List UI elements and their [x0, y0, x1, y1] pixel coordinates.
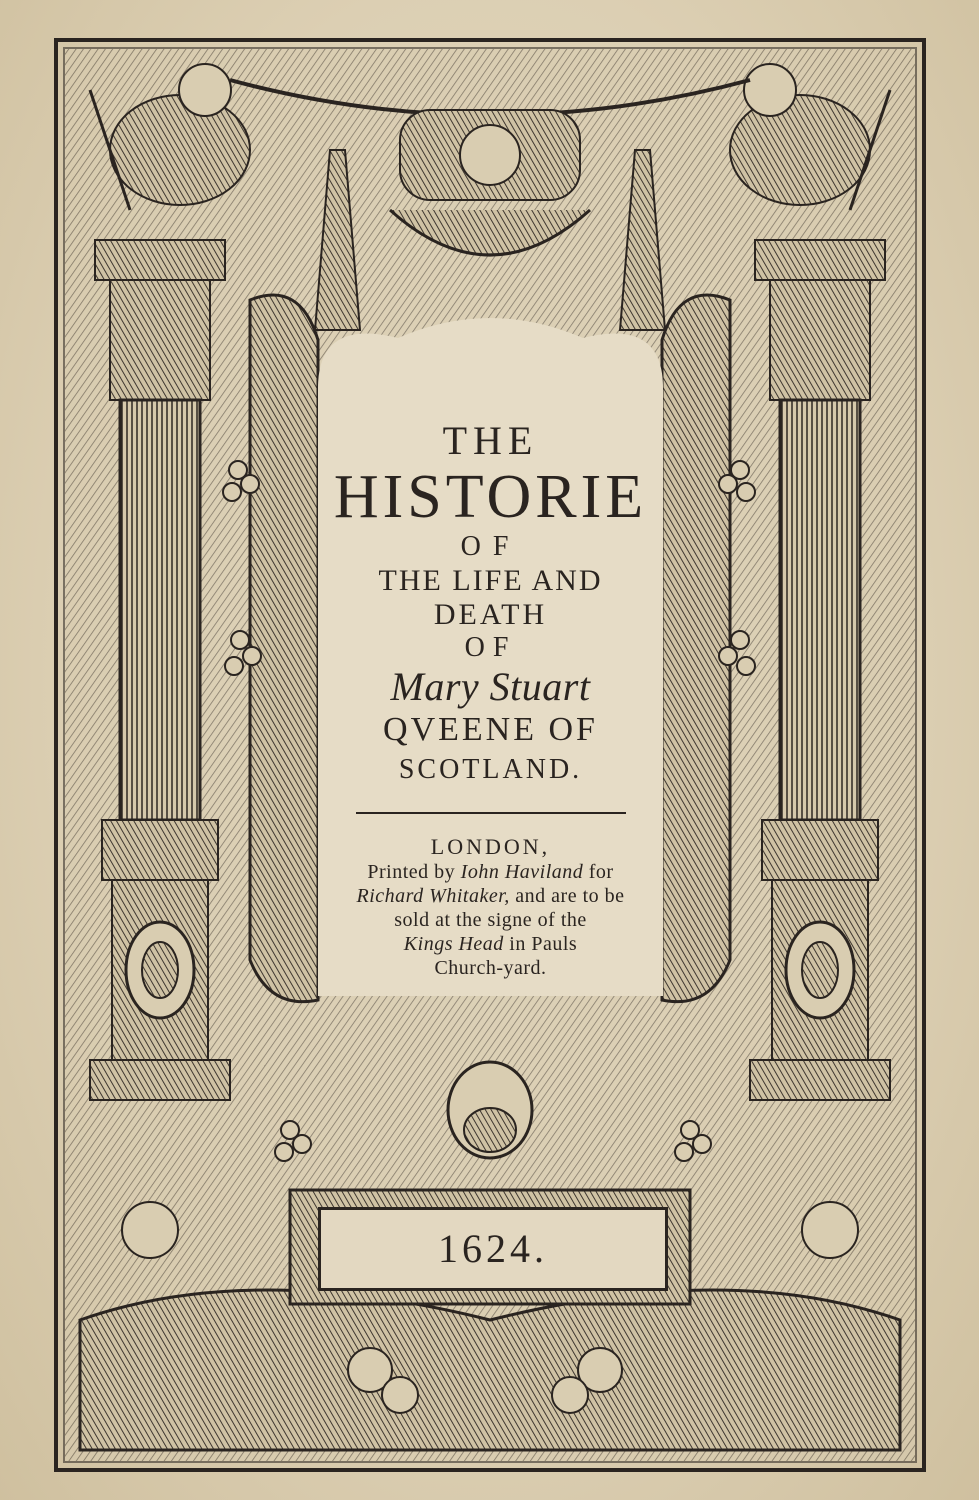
- title-queene: QVEENE OF: [383, 711, 598, 748]
- year-box: [318, 1207, 668, 1291]
- imprint-printer: Iohn Haviland: [460, 861, 584, 883]
- title-the: THE: [442, 418, 539, 463]
- title-name: Mary Stuart: [390, 664, 591, 709]
- title-historie: HISTORIE: [333, 463, 648, 531]
- imprint-sign: Kings Head: [403, 933, 504, 955]
- imprint-line-1: [318, 860, 663, 884]
- imprint-line-3: sold at the signe of the: [394, 909, 587, 931]
- imprint-for: for: [588, 861, 614, 883]
- imprint-line-4: [318, 932, 663, 956]
- divider-rule: [356, 812, 626, 814]
- imprint-printed-by: Printed by: [367, 861, 456, 883]
- imprint-city: LONDON,: [430, 834, 551, 859]
- right-strapwork: [662, 295, 730, 1002]
- left-strapwork: [250, 295, 318, 1002]
- title-death: DEATH: [433, 598, 548, 631]
- title-life: THE LIFE AND: [378, 564, 603, 597]
- title-text: [318, 418, 663, 980]
- title-scotland: SCOTLAND.: [398, 754, 583, 785]
- imprint-sold: and are to be: [515, 885, 625, 907]
- publication-year: 1624.: [438, 1226, 548, 1271]
- top-mask: [390, 110, 590, 255]
- imprint-place: in Pauls: [509, 933, 578, 955]
- imprint-line-2: [318, 884, 663, 908]
- bottom-mask: [448, 1062, 532, 1158]
- imprint-line-5: Church-yard.: [434, 957, 547, 979]
- title-of-2: OF: [464, 632, 517, 663]
- title-of: OF: [460, 531, 521, 562]
- imprint-bookseller: Richard Whitaker,: [356, 885, 510, 907]
